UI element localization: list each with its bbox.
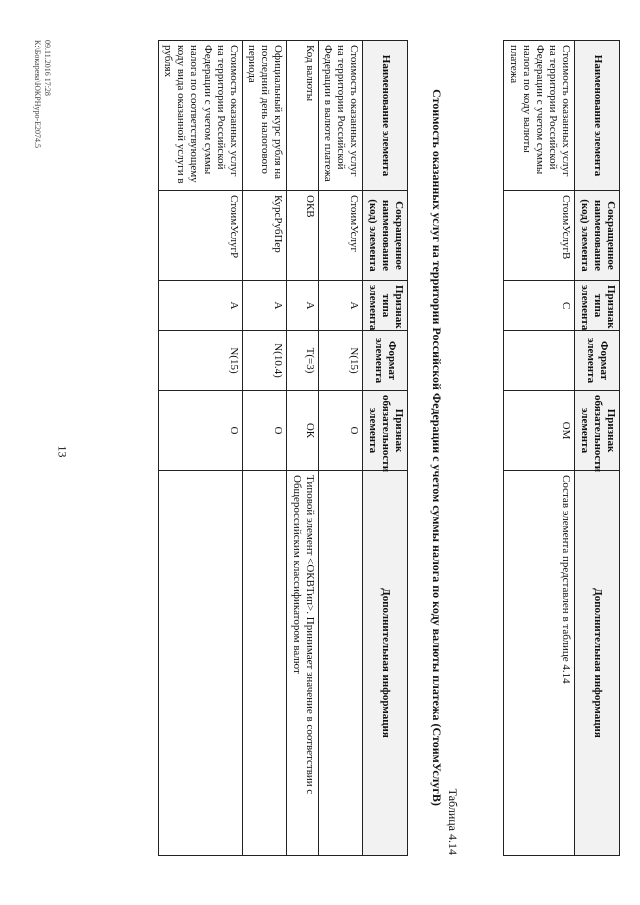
col-header-format: Формат элемента — [575, 331, 620, 391]
col-header-code: Сокращенное наименование (код) элемента — [363, 191, 408, 281]
cell-type: А — [287, 281, 318, 331]
table-row — [287, 41, 318, 856]
col-header-type: Признак типа элемента — [363, 281, 408, 331]
cell-format: N(10.4) — [242, 331, 287, 391]
table-header-row — [363, 41, 408, 856]
table-label: Таблица 4.14 — [446, 788, 460, 855]
col-header-format: Формат элемента — [363, 331, 408, 391]
page-number: 13 — [55, 445, 70, 458]
cell-type: А — [242, 281, 287, 331]
cell-name: Стоимость оказанных услуг на территории Российской Федерации с учетом суммы налога по коду валюты платежа — [504, 41, 575, 191]
cell-type: А — [318, 281, 363, 331]
cell-type: С — [504, 281, 575, 331]
cell-required: О — [158, 391, 242, 471]
table-row — [318, 41, 363, 856]
col-header-required: Признак обязательности элемента — [363, 391, 408, 471]
file-footer — [33, 40, 52, 148]
cell-info: Типовой элемент <ОКВТип>. Принимает значение в соответствии с Общероссийским классификатором валют — [287, 471, 318, 856]
cell-type: А — [158, 281, 242, 331]
cell-required: О — [318, 391, 363, 471]
col-header-name: Наименование элемента — [363, 41, 408, 191]
cell-required: ОК — [287, 391, 318, 471]
table-4-14 — [158, 40, 408, 856]
cell-code: СтоимУслугР — [158, 191, 242, 281]
table-row — [504, 41, 575, 856]
cell-format — [504, 331, 575, 391]
col-header-required: Признак обязательности элемента — [575, 391, 620, 471]
col-header-name: Наименование элемента — [575, 41, 620, 191]
cell-info — [158, 471, 242, 856]
col-header-info: Дополнительная информация — [575, 471, 620, 856]
cell-name: Стоимость оказанных услуг на территории Российской Федерации с учетом суммы налога по соответствующему коду вида оказанной услуги в рублях — [158, 41, 242, 191]
cell-format: Т(=3) — [287, 331, 318, 391]
col-header-code: Сокращенное наименование (код) элемента — [575, 191, 620, 281]
table-continuation — [504, 40, 621, 856]
cell-name: Код валюты — [287, 41, 318, 191]
table-header-row — [575, 41, 620, 856]
table-row — [242, 41, 287, 856]
cell-format: N(15) — [318, 331, 363, 391]
cell-code: СтоимУслуг — [318, 191, 363, 281]
cell-code: КурсРубПер — [242, 191, 287, 281]
cell-name: Стоимость оказанных услуг на территории Российской Федерации в валюте платежа — [318, 41, 363, 191]
cell-required: О — [242, 391, 287, 471]
footer-timestamp: 09.11.2016 17:28 — [43, 40, 52, 96]
cell-info — [318, 471, 363, 856]
cell-code: ОКВ — [287, 191, 318, 281]
cell-code: СтоимУслугВ — [504, 191, 575, 281]
table-title: Стоимость оказанных услуг на территории Российской Федерации с учетом суммы налога по коду валюты платежа (СтоимУслугВ) — [430, 89, 444, 806]
cell-required: ОМ — [504, 391, 575, 471]
cell-info: Состав элемента представлен в таблице 4.14 — [504, 471, 575, 856]
cell-format: N(15) — [158, 331, 242, 391]
col-header-info: Дополнительная информация — [363, 471, 408, 856]
footer-path: К:\Бокарева\ЮКРНуро-Е2074.5 — [33, 40, 43, 149]
col-header-type: Признак типа элемента — [575, 281, 620, 331]
cell-info — [242, 471, 287, 856]
cell-name: Официальный курс рубля на последний день налогового периода — [242, 41, 287, 191]
table-row — [158, 41, 242, 856]
